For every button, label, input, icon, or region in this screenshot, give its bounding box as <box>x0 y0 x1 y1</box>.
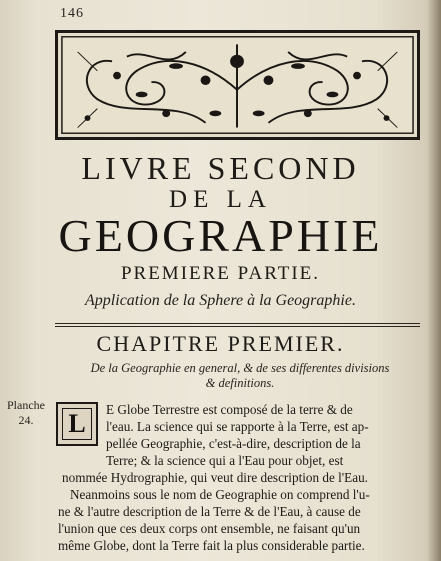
margin-note-number: 24. <box>18 413 34 427</box>
part-subtitle: Application de la Sphere à la Geographie. <box>85 292 356 309</box>
body-line-8: l'union que ces deux corps ont ensemble, ne faisant qu'un <box>58 521 361 536</box>
chapter-subtitle-line-1: De la Geographie en general, & de ses differentes divisions <box>90 361 390 375</box>
book-title-de-la: DE LA <box>169 186 272 213</box>
body-line-6: Neanmoins sous le nom de Geographie on comprend l'u- <box>70 487 370 502</box>
book-title-geographie: GEOGRAPHIE <box>58 210 383 261</box>
body-line-2: l'eau. La science qui se rapporte à la Terre, est ap- <box>106 419 369 434</box>
margin-note-planche: Planche <box>7 398 45 412</box>
body-line-3: pellée Geographie, c'est-à-dire, description de la <box>106 436 361 451</box>
body-line-5: nommée Hydrographie, qui veut dire description de l'Eau. <box>62 470 368 485</box>
body-line-9: même Globe, dont la Terre fait la plus considerable partie. <box>58 538 365 553</box>
chapter-subtitle-line-2: & definitions. <box>205 376 275 390</box>
divider-rule-double <box>55 326 420 327</box>
ornamental-headpiece <box>55 30 420 140</box>
divider-rule <box>55 323 420 324</box>
chapter-heading: CHAPITRE PREMIER. <box>96 331 345 356</box>
drop-capital-letter: L <box>62 408 92 440</box>
book-title: LIVRE SECOND <box>81 150 360 186</box>
floral-ornament-icon <box>58 33 417 137</box>
body-line-7: ne & l'autre description de la Terre & de l'Eau, à cause de <box>58 504 361 519</box>
margin-note <box>6 398 46 428</box>
body-line-4: Terre; & la science qui a l'Eau pour objet, est <box>106 453 344 468</box>
part-heading: PREMIERE PARTIE. <box>120 263 321 284</box>
drop-capital <box>56 402 98 446</box>
body-line-1: E Globe Terrestre est composé de la terre & de <box>106 402 353 417</box>
page-number: 146 <box>60 6 84 21</box>
chapter-subtitle <box>60 361 420 391</box>
